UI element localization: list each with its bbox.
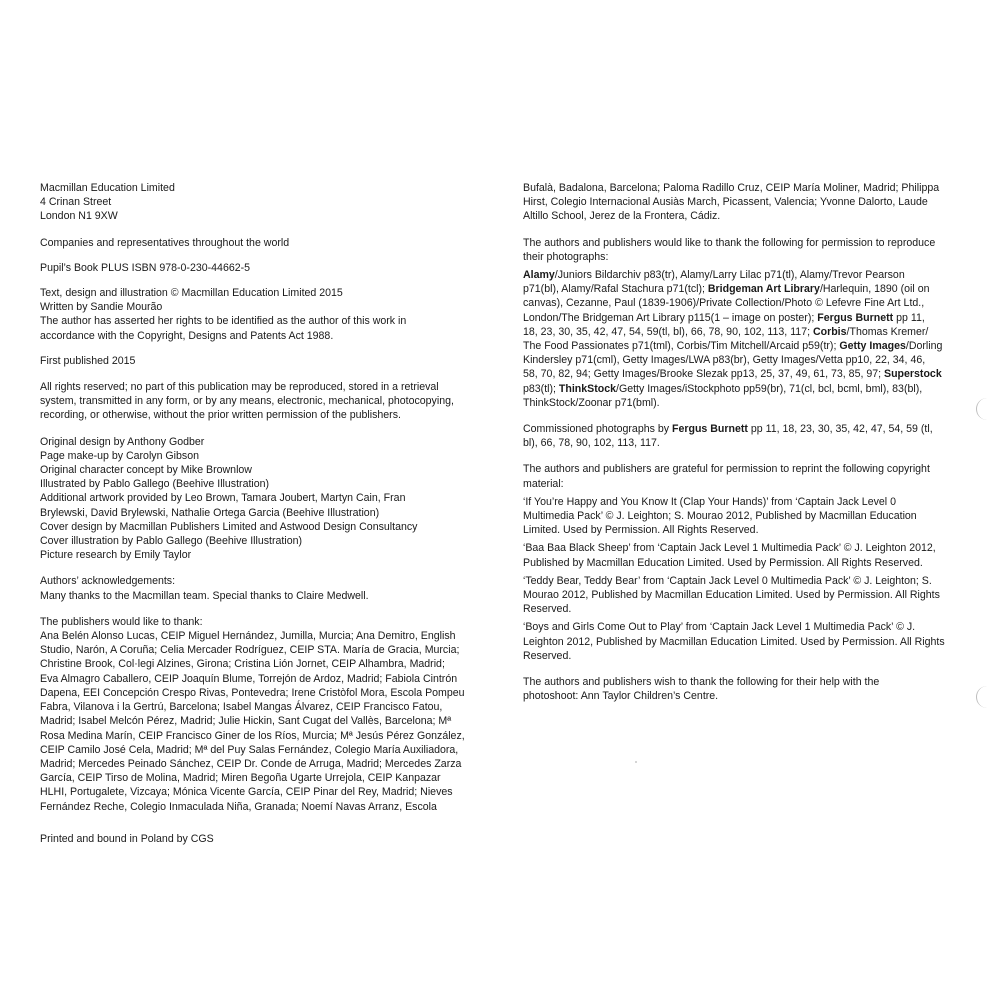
thanks-line: HLHI, Portugalete, Vizcaya; Mónica Vicente García, CEIP Pinar del Rey, Madrid; Nieves [40,786,453,799]
reserved-line: system, transmitted in any form, or by any means, electronic, mechanical, photocopying, [40,395,454,408]
photo-credit-line [523,353,975,367]
ack-line: Many thanks to the Macmillan team. Special thanks to Claire Medwell. [40,589,369,602]
photo-credit-line [523,382,975,396]
credit-line: Picture research by Emily Taylor [40,549,192,562]
production-credits [40,435,490,563]
source-name: Bridgeman Art Library [707,283,820,296]
source-name: Alamy [523,269,555,282]
song-line: ‘Boys and Girls Come Out to Play’ from ‘Captain Jack Level 1 Multimedia Pack’ © J. [523,621,916,634]
song-credit [523,620,975,663]
thanks-line: Studio, Narón, A Coruña; Celia Mercader Rodríguez, CEIP STA. María de Gracia, Murcia; [40,644,460,657]
thanks-line: Rosa Medina Marín, CEIP Francisco Giner de los Ríos, Murcia; Mª Jesús Pérez González, [40,729,465,742]
ack-line: Authors’ acknowledgements: [40,575,176,588]
credit-text: pp 11, 18, 23, 30, 35, 42, 47, 54, 59 (tl, [747,423,933,436]
credit-text: The Food Passionates p71(tml), Corbis/Tim Mitchell/Arcaid p59(tr); [523,340,840,353]
commissioned-line [523,422,975,436]
printed-by: Printed and bound in Poland by CGS [40,832,214,845]
reserved-line: recording, or otherwise, without the prior written permission of the publishers. [40,409,401,422]
credit-line: Original character concept by Mike Brownlow [40,464,252,477]
credit-line: Brylewski, David Brylewski, Nathalie Ortega Garcia (Beehive Illustration) [40,506,380,519]
photoshoot-line: photoshoot: Ann Taylor Children’s Centre. [523,690,719,703]
photoshoot-line: The authors and publishers wish to thank the following for their help with the [523,676,880,689]
thanks-line: The publishers would like to thank: [40,615,203,628]
credit-line: Cover design by Macmillan Publishers Limited and Astwood Design Consultancy [40,520,418,533]
source-name: ThinkStock [558,382,617,395]
song-line: Limited. Used by Permission. All Rights Reserved. [523,524,759,537]
publishers-thanks [40,615,490,814]
intro-line: material: [523,477,564,490]
credit-text: /Thomas Kremer/ [846,325,929,338]
credit-text: London/The Bridgeman Art Library p115(1 – image on poster); [523,311,818,324]
credit-text: canvas), Cezanne, Paul (1839-1906)/Private Collection/Photo © Lefevre Fine Art Ltd., [523,297,925,310]
song-line: Leighton 2012, Published by Macmillan Education Limited. Used by Permission. All Rights [523,635,945,648]
photo-credit-line [523,282,975,296]
thanks-line: Eva Almagro Caballero, CEIP Joaquín Blume, Torrejón de Ardoz, Madrid; Fabiola Cintrón [40,672,458,685]
song-line: Reserved. [523,603,572,616]
photo-credit-line [523,296,975,310]
copyright-intro [523,462,975,490]
binder-hole [976,686,999,708]
rights-line: accordance with the Copyright, Designs and Patents Act 1988. [40,329,334,342]
song-line: ‘Baa Baa Black Sheep’ from ‘Captain Jack Level 1 Multimedia Pack’ © J. Leighton 2012, [523,542,936,555]
commissioned-photographs [523,422,975,450]
photo-credits [523,268,975,410]
credit-text: /Harlequin, 1890 (oil on [819,283,930,296]
song-line: ‘Teddy Bear, Teddy Bear’ from ‘Captain Jack Level 0 Multimedia Pack’ © J. Leighton; S. [523,574,932,587]
song-credit [523,495,975,538]
paper-speck [635,761,637,763]
intro-line: their photographs: [523,250,609,263]
photo-credit-line [523,311,975,325]
song-line: Mourao 2012, Published by Macmillan Education Limited. Used by Permission. All Rights [523,589,940,602]
thanks-line: Madrid; Mercedes Peinado Sánchez, CEIP Dr. Conde de Arruga, Madrid; Mercedes Zarza [40,757,462,770]
song-credit [523,574,975,617]
song-line: Published by Macmillan Education Limited. Used by Permission. All Rights Reserved. [523,556,923,569]
commissioned-line [523,436,975,450]
credit-text: ThinkStock/Zoonar p71(bml). [523,396,660,409]
companies-note: Companies and representatives throughout the world [40,236,290,249]
thanks-line: Christine Brook, Col·legi Alzines, Girona; Cristina Lión Jornet, CEIP Alhambra, Madrid; [40,658,445,671]
thanks-line: Ana Belén Alonso Lucas, CEIP Miguel Hernández, Jumilla, Murcia; Ana Demitro, English [40,630,456,643]
thanks-line: Madrid; Isabel Melcón Pérez, Madrid; Julie Hickin, Sant Cugat del Vallès, Barcelona; Mª [40,715,452,728]
credit-text: bl), 66, 78, 90, 102, 113, 117. [523,437,660,450]
photo-credit-line [523,339,975,353]
intro-line: The authors and publishers are grateful for permission to reprint the following copyright [523,463,930,476]
address-line: Macmillan Education Limited [40,182,175,194]
credit-text: Kindersley p71(cml), Getty Images/LWA p83(br), Getty Images/Vetta pp10, 22, 34, 46, [523,354,926,367]
reserved-line: All rights reserved; no part of this publication may be reproduced, stored in a retrieval [40,381,439,394]
binder-hole [976,398,999,420]
photo-permission-intro [523,236,975,264]
rights-block [40,286,490,343]
song-line: ‘If You’re Happy and You Know It (Clap Your Hands)’ from ‘Captain Jack Level 0 [523,495,896,508]
credit-text: /Juniors Bildarchiv p83(tr), Alamy/Larry Lilac p71(tl), Alamy/Trevor Pearson [554,269,905,282]
photo-credit-line [523,396,975,410]
thanks-line: Dapena, EEI Concepción Crespo Rivas, Pontevedra; Irene Cristòfol Mora, Escola Pompeu [40,686,465,699]
rights-line: Text, design and illustration © Macmillan Education Limited 2015 [40,287,343,300]
song-line: Multimedia Pack’ © J. Leighton; S. Mourao 2012, Published by Macmillan Education [523,510,917,523]
credit-text: 18, 23, 30, 35, 42, 47, 54, 59(tl, bl), 66, 78, 90, 102, 113, 117; [523,325,813,338]
thanks-line: Fernández Reche, Colegio Inmaculada Niña, Granada; Noemí Navas Arranz, Escola [40,800,437,813]
credit-text: pp 11, [893,311,925,324]
source-name: Superstock [884,368,942,381]
credit-text: p83(tl); [523,382,559,395]
credit-text: /Getty Images/iStockphoto pp59(br), 71(cl, bcl, bcml, bml), 83(bl), [616,382,923,395]
intro-line: The authors and publishers would like to thank the following for permission to reproduce [523,236,936,249]
song-line: Reserved. [523,649,572,662]
rights-line: The author has asserted her rights to be identified as the author of this work in [40,315,407,328]
credit-line: Page make-up by Carolyn Gibson [40,449,199,462]
credit-line: Original design by Anthony Godber [40,435,205,448]
all-rights-reserved [40,380,490,423]
credit-text: 58, 70, 82, 94; Getty Images/Brooke Slezak pp13, 25, 37, 49, 61, 73, 85, 97; [523,368,885,381]
right-column [523,181,975,704]
isbn-line: Pupil’s Book PLUS ISBN 978-0-230-44662-5 [40,261,251,274]
thanks-line: CEIP Camilo José Cela, Madrid; Mª del Puy Salas Fernández, Colegio María Auxiliadora, [40,743,459,756]
thanks-line: Altillo School, Jerez de la Frontera, Cádiz. [523,210,721,223]
credit-text: p71(bl), Alamy/Rafal Stachura p71(tcl); [523,283,708,296]
photo-credit-line [523,268,975,282]
credit-line: Cover illustration by Pablo Gallego (Beehive Illustration) [40,535,303,548]
credit-line: Illustrated by Pablo Gallego (Beehive Illustration) [40,478,270,491]
thanks-line: Hirst, Colegio Internacional Ausiàs March, Picassent, Valencia; Yvonne Dalorto, Laude [523,196,928,209]
credit-text: Commissioned photographs by [523,423,672,436]
source-name: Fergus Burnett [817,311,894,324]
source-name: Getty Images [839,340,906,353]
first-published: First published 2015 [40,354,136,367]
photoshoot-thanks [523,675,975,703]
song-credit [523,541,975,569]
credit-text: /Dorling [905,340,943,353]
left-column [40,181,490,846]
photo-credit-line [523,325,975,339]
thanks-line: Fabra, Vilanova i la Gertrú, Barcelona; Isabel Mangas Álvarez, CEIP Francisco Fatou, [40,701,443,714]
authors-acknowledgements [40,574,490,602]
address-line: London N1 9XW [40,210,118,223]
photo-credit-line [523,367,975,381]
source-name: Fergus Burnett [671,423,748,436]
credit-line: Additional artwork provided by Leo Brown, Tamara Joubert, Martyn Cain, Fran [40,492,406,505]
thanks-line: García, CEIP Tirso de Molina, Madrid; Miren Begoña Ugarte Urrejola, CEIP Kanpazar [40,772,441,785]
thanks-line: Bufalà, Badalona, Barcelona; Paloma Radillo Cruz, CEIP María Moliner, Madrid; Philippa [523,182,940,194]
rights-line: Written by Sandie Mourão [40,301,163,314]
source-name: Corbis [812,325,847,338]
publisher-address [40,181,490,224]
publishers-thanks-continued [523,181,975,224]
address-line: 4 Crinan Street [40,196,112,209]
